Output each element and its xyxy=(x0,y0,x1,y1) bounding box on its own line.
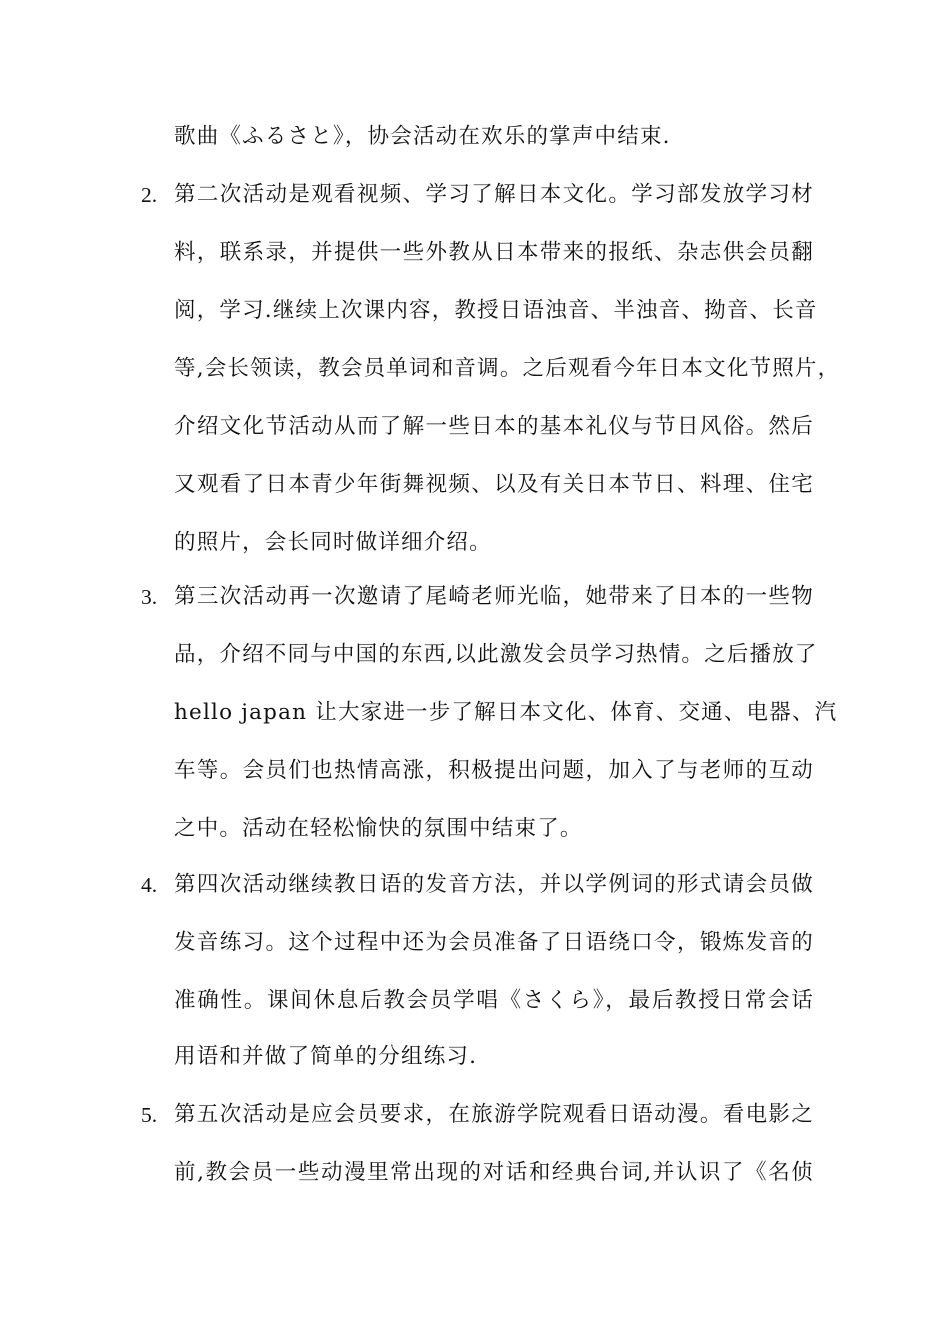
paragraph-line: 第二次活动是观看视频、学习了解日本文化。学习部发放学习材 xyxy=(174,182,814,207)
paragraph-line: 第三次活动再一次邀请了尾崎老师光临，她带来了日本的一些物 xyxy=(174,584,814,609)
paragraph-line: 的照片，会长同时做详细介绍。 xyxy=(174,530,492,555)
paragraph-line: 又观看了日本青少年街舞视频、以及有关日本节日、料理、住宅 xyxy=(174,472,814,497)
paragraph-line: 发音练习。这个过程中还为会员准备了日语绕口令，锻炼发音的 xyxy=(174,930,814,955)
paragraph-line: 品，介绍不同与中国的东西,以此激发会员学习热情。之后播放了 xyxy=(174,642,818,667)
paragraph-line: 阅，学习.继续上次课内容，教授日语浊音、半浊音、拗音、长音 xyxy=(174,298,818,323)
paragraph-line: 准确性。课间休息后教会员学唱《さくら》，最后教授日常会话 xyxy=(174,988,814,1013)
paragraph-line: 歌曲《ふるさと》，协会活动在欢乐的掌声中结束. xyxy=(174,124,671,149)
paragraph-line: 料，联系录，并提供一些外教从日本带来的报纸、杂志供会员翻 xyxy=(174,240,814,265)
paragraph-line: 等,会长领读，教会员单词和音调。之后观看今年日本文化节照片， xyxy=(174,356,841,381)
list-number: 3. xyxy=(141,585,158,609)
paragraph-line: 前,教会员一些动漫里常出现的对话和经典台词,并认识了《名侦 xyxy=(174,1160,814,1185)
paragraph-line: hello japan 让大家进一步了解日本文化、体育、交通、电器、汽 xyxy=(174,700,838,725)
paragraph-line: 第四次活动继续教日语的发音方法，并以学例词的形式请会员做 xyxy=(174,872,814,897)
list-number: 4. xyxy=(141,873,158,897)
paragraph-line: 用语和并做了简单的分组练习. xyxy=(174,1044,478,1069)
paragraph-line: 之中。活动在轻松愉快的氛围中结束了。 xyxy=(174,816,583,841)
list-number: 2. xyxy=(141,183,158,207)
paragraph-line: 车等。会员们也热情高涨，积极提出问题，加入了与老师的互动 xyxy=(174,758,814,783)
paragraph-line: 第五次活动是应会员要求，在旅游学院观看日语动漫。看电影之 xyxy=(174,1102,814,1127)
list-number: 5. xyxy=(141,1103,158,1127)
paragraph-line: 介绍文化节活动从而了解一些日本的基本礼仪与节日风俗。然后 xyxy=(174,414,814,439)
